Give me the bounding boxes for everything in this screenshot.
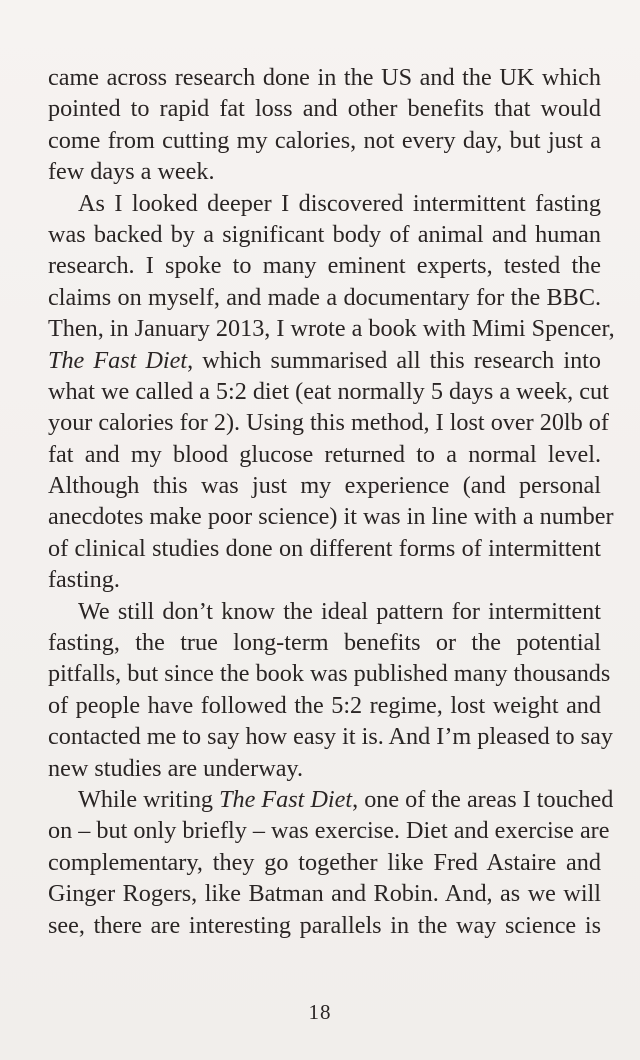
text-line: pitfalls, but since the book was published many thousands — [48, 660, 611, 688]
text-line: anecdotes make poor science) it was in line with a number — [48, 503, 614, 531]
text-line: fasting. — [48, 566, 120, 594]
text-line: of people have followed the 5:2 regime, lost weight and — [48, 691, 601, 719]
text-line: complementary, they go together like Fred Astaire and — [48, 848, 601, 876]
text-line: research. I spoke to many eminent experts, tested the — [48, 252, 601, 280]
text-line: of clinical studies done on different forms of intermittent — [48, 534, 601, 562]
text-line: come from cutting my calories, not every day, but just a — [48, 126, 601, 154]
text-line: Ginger Rogers, like Batman and Robin. And, as we will — [48, 880, 601, 908]
text-line: new studies are underway. — [48, 754, 303, 782]
text-line: fat and my blood glucose returned to a normal level. — [48, 440, 601, 468]
text-line: was backed by a significant body of animal and human — [48, 220, 601, 248]
book-title: The Fast Diet — [219, 785, 353, 813]
text-line — [48, 784, 614, 815]
text-segment: , which summarised all this research into — [187, 346, 601, 374]
text-line: your calories for 2). Using this method, I lost over 20lb of — [48, 409, 609, 437]
page-number: 18 — [308, 1000, 332, 1024]
text-line: fasting, the true long-term benefits or the potential — [48, 629, 601, 657]
text-line: We still don’t know the ideal pattern for intermittent — [78, 597, 601, 625]
text-line: came across research done in the US and the UK which — [48, 64, 601, 91]
text-line: contacted me to say how easy it is. And I’m pleased to say — [48, 723, 613, 751]
text-line: on – but only briefly – was exercise. Diet and exercise are — [48, 817, 610, 845]
text-line: claims on myself, and made a documentary for the BBC. — [48, 283, 601, 311]
text-line: Although this was just my experience (and personal — [48, 472, 601, 500]
text-line — [48, 345, 601, 376]
book-title: The Fast Diet — [48, 346, 188, 374]
text-line: pointed to rapid fat loss and other benefits that would — [48, 95, 601, 123]
text-line: what we called a 5:2 diet (eat normally 5 days a week, cut — [48, 377, 609, 405]
text-line: Then, in January 2013, I wrote a book with Mimi Spencer, — [48, 315, 615, 343]
text-line: few days a week. — [48, 158, 215, 186]
text-segment: While writing — [78, 785, 220, 813]
body-text — [48, 62, 615, 941]
text-segment: , one of the areas I touched — [352, 785, 614, 813]
text-line: see, there are interesting parallels in the way science is — [48, 911, 601, 939]
text-line: As I looked deeper I discovered intermittent fasting — [78, 189, 601, 217]
